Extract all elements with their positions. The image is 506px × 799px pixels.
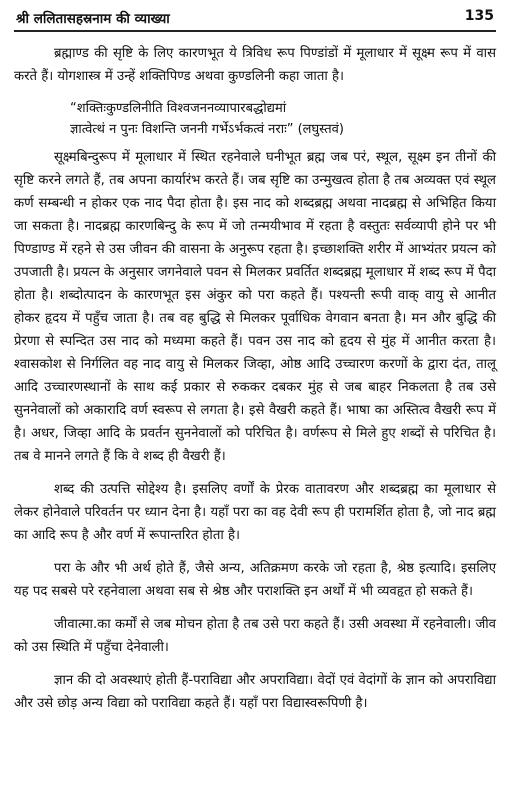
verse-line-1: “शक्तिःकुण्डलिनीति विश्वजननव्यापारबद्धोद्यमां <box>70 101 287 116</box>
page-number: 135 <box>464 8 494 24</box>
sanskrit-verse <box>14 98 496 140</box>
paragraph-5: जीवात्मा.का कर्मों से जब मोचन होता है तब उसे परा कहते हैं। उसी अवस्था में रहनेवाली। जीव को उस स्थिति में पहुँचा देनेवाली। <box>14 617 496 655</box>
paragraph-3: शब्द की उत्पत्ति सोद्देश्य है। इसलिए वर्णों के प्रेरक वातावरण और शब्दब्रह्म का मूलाधार से लेकर होनेवाले परिवर्तन पर ध्यान देना है। यहाँ परा का वह देवी रूप ही परामर्शित होता है, जो नाद ब्रह्म का आदि रूप है और वर्ण में रूपान्तरित होता है। <box>14 482 496 543</box>
verse-line-2: ज्ञात्वेत्थं न पुनः विशन्ति जननी गर्भेऽर्भकत्वं नराः” (लघुस्तवं) <box>70 122 344 137</box>
paragraph-2: सूक्ष्मबिन्दुरूप में मूलाधार में स्थित रहनेवाले घनीभूत ब्रह्म जब परं, स्थूल, सूक्ष्म इन तीनों की सृष्टि करने लगते हैं, तब अपना कार्यारंभ करते हैं। जब सृष्टि का उन्मुखत्व होता है तब अव्यक्त एवं स्थूल कर्ण सम्बन्धी न होकर एक नाद पैदा होता है। इस नाद को शब्दब्रह्म अथवा नादब्रह्म से अभिहित किया जा सकता है। नादब्रह्म कारणबिन्दु के रूप में जो तन्मयीभाव में रहता है वस्तुतः सर्वव्यापी होने पर भी पिण्डाण्ड में रहने से उस जीवन की वासना के अनुरूप रहता है। इच्छाशक्ति शरीर में आभ्यंतर प्रयत्न को उपजाती है। प्रयत्न के अनुसार जगनेवाले पवन से मिलकर प्रवर्तित शब्दब्रह्म मूलाधार में शब्द रूप में पैदा होता है। शब्दोत्पादन के कारणभूत इस अंकुर को परा कहते हैं। पश्यन्ती रूपी वाक् वायु से आनीत होकर हृदय में पहुँच जाता है। तब वह बुद्धि से मिलकर पूर्वाधिक वेगवान बनता है। मन और बुद्धि की प्रेरणा से स्पन्दित उस नाद को मध्यमा कहते हैं। पवन उस नाद को हृदय से मुंह में आनीत करता है। श्वासकोश से निर्गलित वह नाद वायु से मिलकर जिव्हा, ओष्ठ आदि उच्चारण करणों के द्वारा दंत, तालू आदि उच्चारणस्थानों के साथ कई प्रकार से रुककर दबकर मुंह से जब बाहर निकलता है तब उसे सुननेवालों को अकारादि वर्ण स्वरूप से लगता है। इसे वैखरी कहते हैं। भाषा का अस्तित्व वैखरी रूप में है। अधर, जिव्हा आदि के प्रवर्तन सुननेवालों को परिचित है। वर्णरूप से मिले हुए शब्दों से परिचित है। तब वे मानने लगते हैं कि वे शब्द ही वैखरी हैं। <box>14 150 496 464</box>
paragraph-6: ज्ञान की दो अवस्थाएं होती हैं-पराविद्या और अपराविद्या। वेदों एवं वेदांगों के ज्ञान को अपराविद्या और उसे छोड़ अन्य विद्या को पराविद्या कहते हैं। यहाँ परा विद्यास्वरूपिणी है। <box>14 673 496 711</box>
paragraph-1: ब्रह्माण्ड की सृष्टि के लिए कारणभूत ये त्रिविध रूप पिण्डांडों में मूलाधार में सूक्ष्म रूप में वास करते हैं। योगशास्त्र में उन्हें शक्तिपिण्ड अथवा कुण्डलिनी कहा जाता है। <box>14 46 496 84</box>
page-body <box>14 32 496 715</box>
running-title: श्री ललितासहस्रनाम की व्याख्या <box>16 11 170 27</box>
paragraph-4: परा के और भी अर्थ होते हैं, जैसे अन्य, अतिक्रमण करके जो रहता है, श्रेष्ठ इत्यादि। इसलिए यह पद सबसे परे रहनेवाला अथवा सब से श्रेष्ठ और पराशक्ति इन अर्थों में भी व्यवहृत हो सकते हैं। <box>14 561 496 599</box>
page-header <box>14 0 496 32</box>
